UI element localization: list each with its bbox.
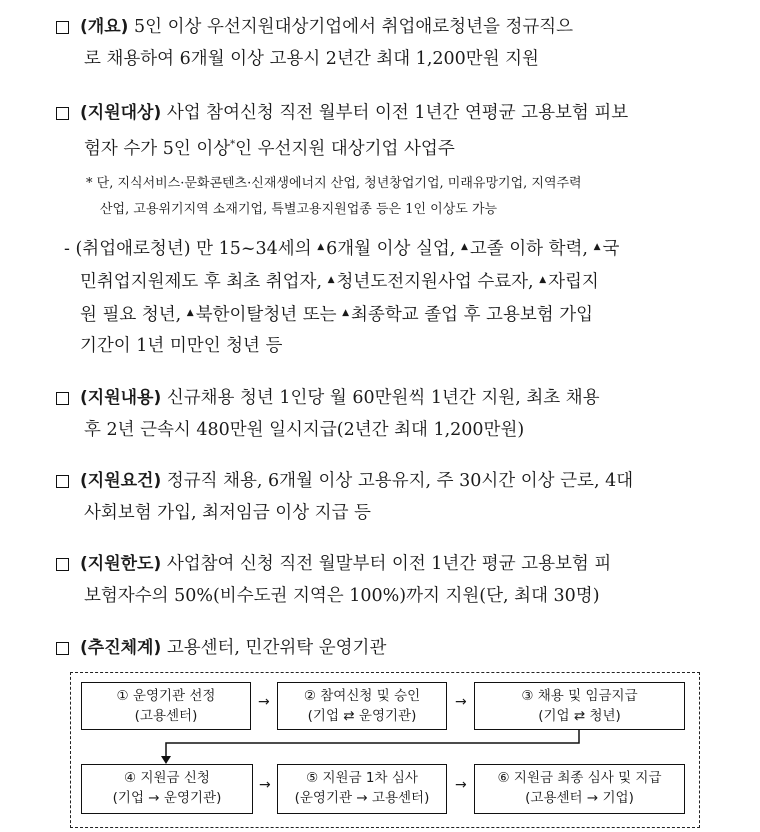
section-text: 신규채용 청년 1인당 월 60만원씩 1년간 지원, 최초 채용 — [166, 388, 600, 408]
section-text: 험자 수가 5인 이상 — [84, 139, 231, 159]
sub-item-text: 최종학교 졸업 후 고용보험 가입 — [351, 305, 594, 325]
arrow-right-icon: → — [455, 694, 467, 710]
footnote-mark: * — [230, 139, 236, 150]
arrow-right-icon: → — [455, 777, 467, 793]
section-text: 보험자수의 50%(비수도권 지역은 100%)까지 지원(단, 최대 30명) — [84, 586, 600, 606]
footnote-line: 산업, 고용위기지역 소재기업, 특별고용지원업종 등은 1인 이상도 가능 — [100, 202, 498, 217]
sub-item-text: 민취업지원제도 후 최초 취업자, — [80, 272, 323, 292]
section-text: 사회보험 가입, 최저임금 이상 지급 등 — [84, 503, 371, 523]
section-text: 고용센터, 민간위탁 운영기관 — [166, 638, 387, 658]
footnote-line: * 단, 지식서비스·문화콘텐츠·신재생에너지 산업, 청년창업기업, 미래유망기업, 지역주력 — [86, 176, 582, 191]
step-title: ⑥ 지원금 최종 심사 및 지급 — [497, 770, 662, 786]
step-sub: (기업 → 운영기관) — [112, 790, 222, 806]
step-title: ③ 채용 및 임금지급 — [521, 688, 638, 704]
sub-item-text: 6개월 이상 실업, — [326, 239, 456, 259]
section-text: 사업참여 신청 직전 월말부터 이전 1년간 평균 고용보험 피 — [166, 554, 612, 574]
flow-step-5 — [277, 764, 447, 814]
triangle-bullet-icon: ▲ — [342, 308, 350, 318]
section-heading: (지원대상) — [80, 103, 162, 123]
step-title: ② 참여신청 및 승인 — [303, 688, 421, 704]
section-heading: (지원내용) — [80, 388, 162, 408]
flow-step-6 — [474, 764, 685, 814]
section-heading: (지원요건) — [80, 471, 162, 491]
section-heading: (추진체계) — [80, 638, 162, 658]
flow-step-4 — [81, 764, 253, 814]
triangle-bullet-icon: ▲ — [317, 242, 325, 252]
sub-item-text: 북한이탈청년 또는 — [195, 305, 337, 325]
triangle-bullet-icon: ▲ — [593, 242, 601, 252]
arrow-right-icon: → — [258, 694, 270, 710]
section-heading: (개요) — [80, 17, 129, 37]
section-text: 로 채용하여 6개월 이상 고용시 2년간 최대 1,200만원 지원 — [84, 49, 539, 69]
section-text: 5인 이상 우선지원대상기업에서 취업애로청년을 정규직으 — [133, 17, 574, 37]
section-text: 후 2년 근속시 480만원 일시지급(2년간 최대 1,200만원) — [84, 420, 525, 440]
triangle-bullet-icon: ▲ — [186, 308, 194, 318]
sub-item-text: - (취업애로청년) 만 15~34세의 — [64, 239, 312, 259]
step-sub: (고용센터) — [134, 708, 198, 724]
step-title: ⑤ 지원금 1차 심사 — [306, 770, 418, 786]
step-sub: (기업 ⇄ 청년) — [538, 708, 621, 724]
sub-item-text: 자립지 — [548, 272, 599, 292]
sub-item-text: 원 필요 청년, — [80, 305, 182, 325]
sub-item-text: 고졸 이하 학력, — [469, 239, 588, 259]
step-sub: (운영기관 → 고용센터) — [294, 790, 430, 806]
section-text: 정규직 채용, 6개월 이상 고용유지, 주 30시간 이상 근로, 4대 — [166, 471, 634, 491]
arrow-right-icon: → — [259, 777, 271, 793]
triangle-bullet-icon: ▲ — [539, 275, 547, 285]
step-title: ① 운영기관 선정 — [116, 688, 216, 704]
section-text: 사업 참여신청 직전 월부터 이전 1년간 연평균 고용보험 피보 — [166, 103, 629, 123]
step-title: ④ 지원금 신청 — [124, 770, 210, 786]
section-heading: (지원한도) — [80, 554, 162, 574]
triangle-bullet-icon: ▲ — [460, 242, 468, 252]
triangle-bullet-icon: ▲ — [327, 275, 335, 285]
step-sub: (고용센터 → 기업) — [525, 790, 634, 806]
step-sub: (기업 ⇄ 운영기관) — [307, 708, 417, 724]
sub-item-text: 기간이 1년 미만인 청년 등 — [80, 336, 283, 356]
section-text: 인 우선지원 대상기업 사업주 — [235, 139, 455, 159]
sub-item-text: 청년도전지원사업 수료자, — [336, 272, 534, 292]
sub-item-text: 국 — [602, 239, 620, 259]
